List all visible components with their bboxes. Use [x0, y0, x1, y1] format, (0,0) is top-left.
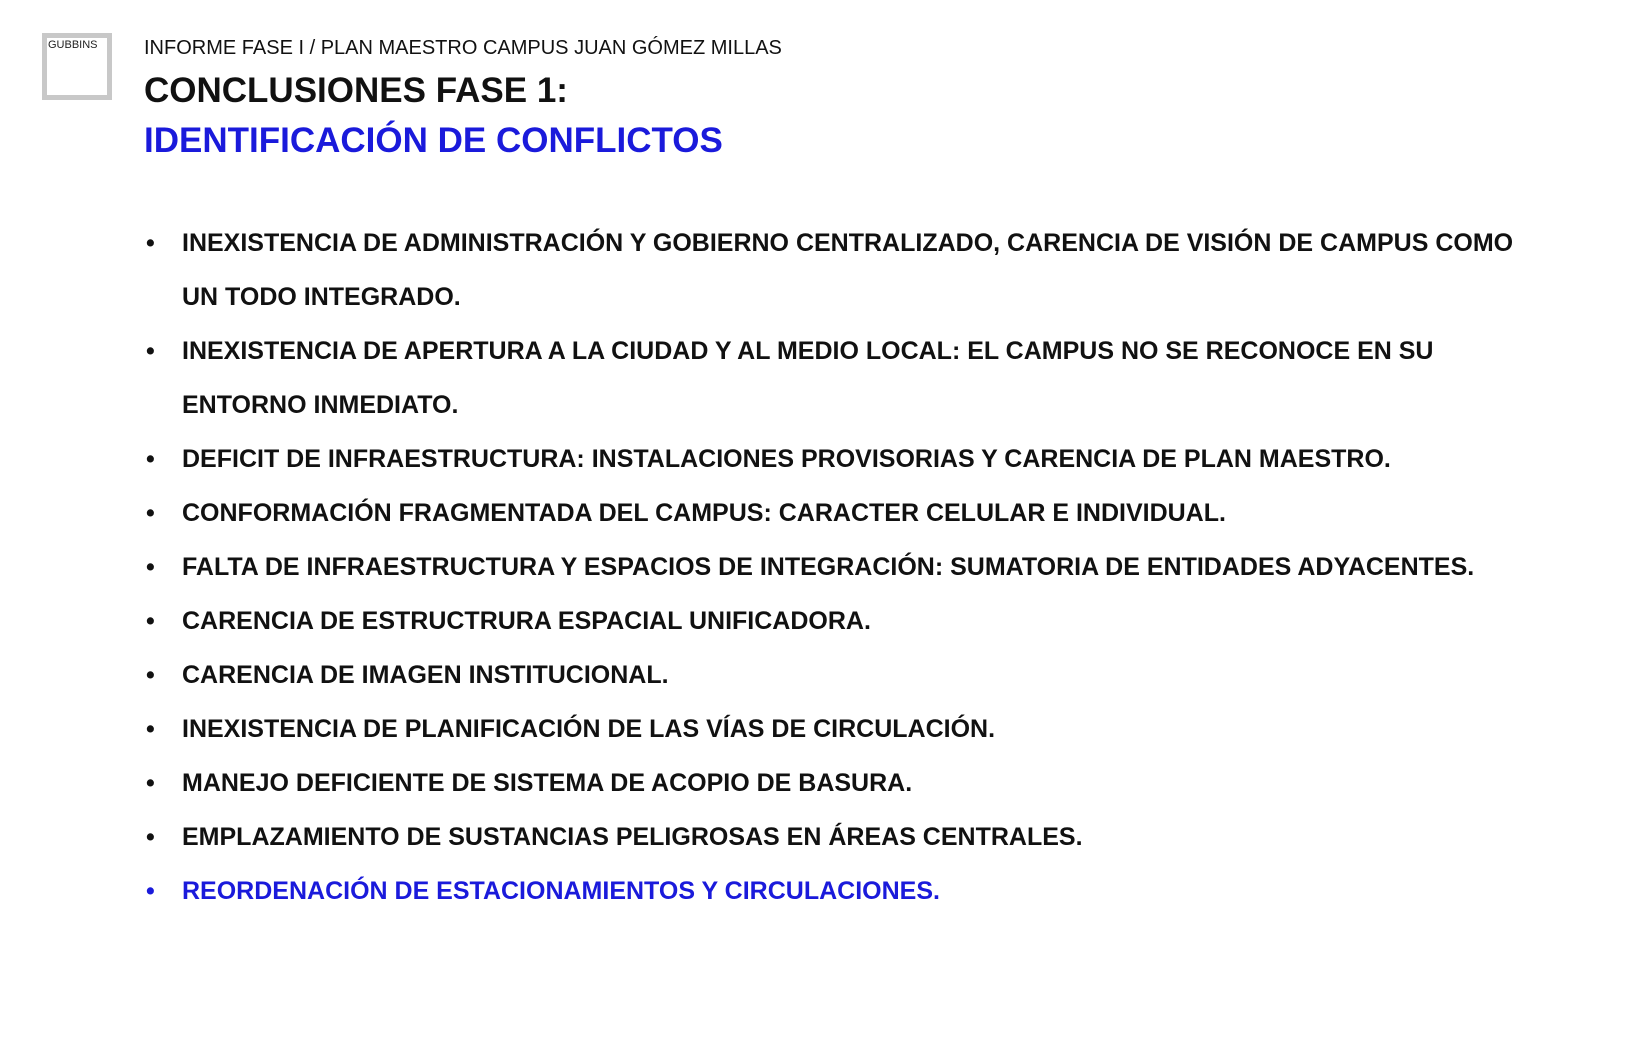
logo-text: GUBBINS — [48, 39, 98, 51]
report-subtitle: INFORME FASE I / PLAN MAESTRO CAMPUS JUAN GÓMEZ MILLAS — [144, 37, 782, 59]
list-item — [144, 486, 1544, 540]
list-item-text: FALTA DE INFRAESTRUCTURA Y ESPACIOS DE INTEGRACIÓN: SUMATORIA DE ENTIDADES ADYACENTES. — [182, 553, 1475, 581]
list-item-text: INEXISTENCIA DE APERTURA A LA CIUDAD Y AL MEDIO LOCAL: EL CAMPUS NO SE RECONOCE EN SU ENTORNO INMEDIATO. — [182, 337, 1434, 419]
bullet-icon: • — [146, 337, 155, 365]
list-item-text: INEXISTENCIA DE ADMINISTRACIÓN Y GOBIERNO CENTRALIZADO, CARENCIA DE VISIÓN DE CAMPUS COMO UN TODO INTEGRADO. — [182, 229, 1514, 311]
bullet-icon: • — [146, 553, 155, 581]
list-item — [144, 216, 1544, 324]
list-item — [144, 648, 1544, 702]
bullet-icon: • — [146, 715, 155, 743]
list-item-text: CARENCIA DE ESTRUCTRURA ESPACIAL UNIFICADORA. — [182, 607, 871, 635]
bullet-icon: • — [146, 877, 155, 905]
list-item — [144, 756, 1544, 810]
bullet-icon: • — [146, 661, 155, 689]
bullet-icon: • — [146, 499, 155, 527]
list-item-text: CONFORMACIÓN FRAGMENTADA DEL CAMPUS: CARACTER CELULAR E INDIVIDUAL. — [182, 499, 1226, 527]
bullet-icon: • — [146, 229, 155, 257]
list-item-text: DEFICIT DE INFRAESTRUCTURA: INSTALACIONES PROVISORIAS Y CARENCIA DE PLAN MAESTRO. — [182, 445, 1391, 473]
list-item-text: INEXISTENCIA DE PLANIFICACIÓN DE LAS VÍAS DE CIRCULACIÓN. — [182, 715, 996, 743]
list-item — [144, 810, 1544, 864]
page-title: CONCLUSIONES FASE 1: — [144, 71, 568, 110]
list-item — [144, 432, 1544, 486]
logo-box — [42, 33, 112, 100]
bullet-icon: • — [146, 445, 155, 473]
bullet-icon: • — [146, 769, 155, 797]
list-item-text: MANEJO DEFICIENTE DE SISTEMA DE ACOPIO DE BASURA. — [182, 769, 913, 797]
list-item — [144, 324, 1544, 432]
list-item — [144, 594, 1544, 648]
list-item-text: EMPLAZAMIENTO DE SUSTANCIAS PELIGROSAS EN ÁREAS CENTRALES. — [182, 823, 1083, 851]
list-item-highlighted — [144, 864, 1544, 918]
list-item-text: CARENCIA DE IMAGEN INSTITUCIONAL. — [182, 661, 669, 689]
conclusions-list — [144, 216, 1544, 918]
list-item — [144, 702, 1544, 756]
list-item-text: REORDENACIÓN DE ESTACIONAMIENTOS Y CIRCULACIONES. — [182, 877, 940, 905]
bullet-icon: • — [146, 607, 155, 635]
bullet-icon: • — [146, 823, 155, 851]
page-title-accent: IDENTIFICACIÓN DE CONFLICTOS — [144, 121, 723, 160]
list-item — [144, 540, 1544, 594]
